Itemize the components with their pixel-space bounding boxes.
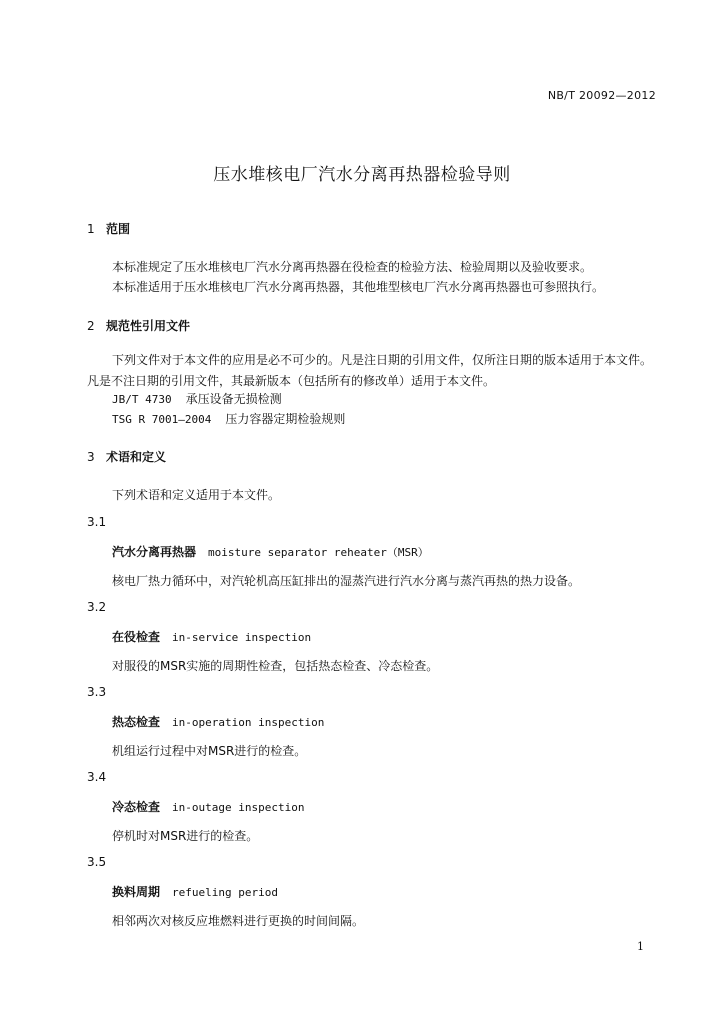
term-chinese: 换料周期 <box>112 885 161 899</box>
term-entry <box>112 628 311 645</box>
section-number: 1 <box>87 222 95 236</box>
term-english: in-operation inspection <box>172 716 325 729</box>
term-chinese: 热态检查 <box>112 715 161 729</box>
term-chinese: 汽水分离再热器 <box>112 545 197 559</box>
term-number: 3.1 <box>87 515 107 529</box>
term-entry <box>112 713 324 730</box>
reference-item <box>112 390 282 407</box>
section-heading-normative-references <box>87 317 190 334</box>
section-heading-terms <box>87 448 166 465</box>
term-entry <box>112 798 304 815</box>
scope-paragraph-2: 本标准适用于压水堆核电厂汽水分离再热器，其他堆型核电厂汽水分离再热器也可参照执行。 <box>112 280 605 294</box>
reference-code: JB/T 4730 <box>112 393 172 406</box>
term-definition: 停机时对MSR进行的检查。 <box>112 829 259 843</box>
term-definition: 对服役的MSR实施的周期性检查，包括热态检查、冷态检查。 <box>112 659 439 673</box>
term-entry <box>112 543 429 560</box>
term-english: moisture separator reheater（MSR） <box>208 546 429 559</box>
term-chinese: 在役检查 <box>112 630 161 644</box>
term-english: refueling period <box>172 886 278 899</box>
terms-intro: 下列术语和定义适用于本文件。 <box>112 488 281 502</box>
term-number: 3.4 <box>87 770 107 784</box>
section-title: 规范性引用文件 <box>106 319 191 333</box>
reference-code: TSG R 7001—2004 <box>112 413 212 426</box>
reference-name: 承压设备无损检测 <box>185 392 282 406</box>
term-number: 3.2 <box>87 600 107 614</box>
term-english: in-service inspection <box>172 631 312 644</box>
document-title: 压水堆核电厂汽水分离再热器检验导则 <box>213 165 511 185</box>
term-number: 3.3 <box>87 685 107 699</box>
section-number: 2 <box>87 319 95 333</box>
term-number: 3.5 <box>87 855 107 869</box>
scope-paragraph-1: 本标准规定了压水堆核电厂汽水分离再热器在役检查的检验方法、检验周期以及验收要求。 <box>112 260 593 274</box>
section-heading-scope <box>87 220 130 237</box>
section-title: 范围 <box>106 222 131 236</box>
term-entry <box>112 883 278 900</box>
term-english: in-outage inspection <box>172 801 305 814</box>
references-intro: 下列文件对于本文件的应用是必不可少的。凡是注日期的引用文件，仅所注日期的版本适用于本文件。凡是不注日期的引用文件，其最新版本（包括所有的修改单）适用于本文件。 <box>87 353 653 388</box>
page-number: 1 <box>637 940 644 953</box>
standard-number: NB/T 20092—2012 <box>547 89 656 102</box>
term-chinese: 冷态检查 <box>112 800 161 814</box>
term-definition: 核电厂热力循环中，对汽轮机高压缸排出的湿蒸汽进行汽水分离与蒸汽再热的热力设备。 <box>112 574 581 588</box>
term-definition: 相邻两次对核反应堆燃料进行更换的时间间隔。 <box>112 914 365 928</box>
reference-item <box>112 410 345 427</box>
section-title: 术语和定义 <box>106 450 167 464</box>
term-definition: 机组运行过程中对MSR进行的检查。 <box>112 744 307 758</box>
section-number: 3 <box>87 450 95 464</box>
reference-name: 压力容器定期检验规则 <box>225 412 346 426</box>
